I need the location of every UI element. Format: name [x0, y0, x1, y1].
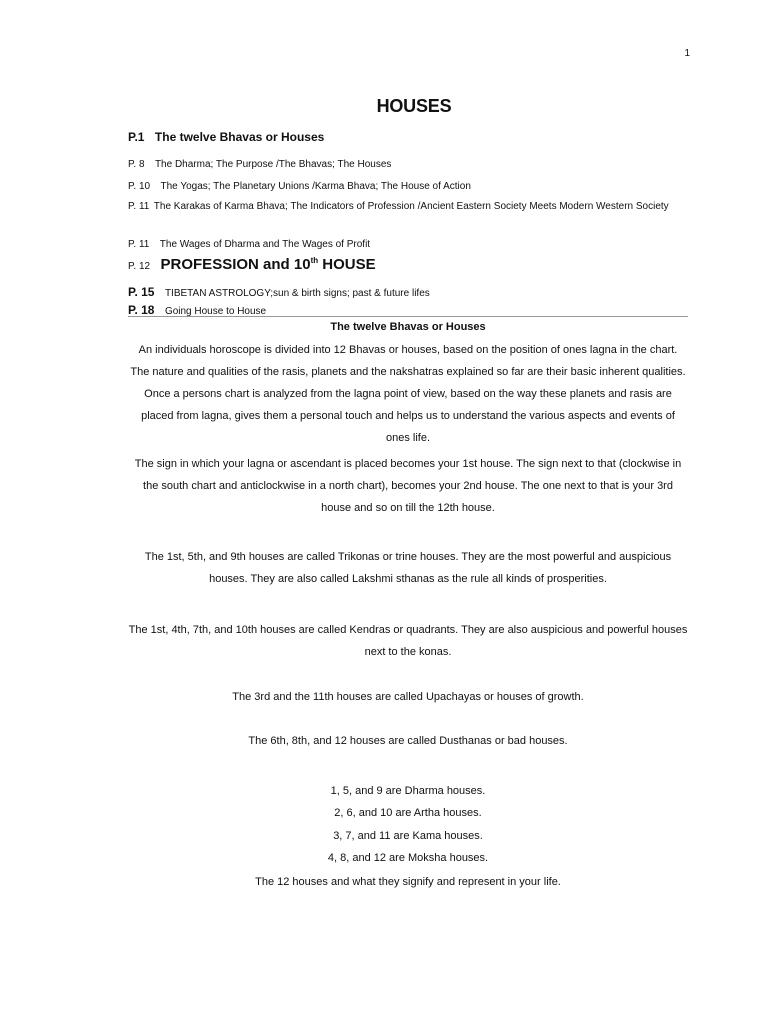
toc-entry[interactable]: [128, 234, 370, 252]
paragraph-1: An individuals horoscope is divided into 12 Bhavas or houses, based on the position of ones lagna in the chart. The nature and qualities of the rasis, planets and the nakshatras explained so far are their basic inherent qualities. Once a persons chart is analyzed from the lagna point of view, based on the way these planets and rasis are placed from lagna, gives them a personal touch and helps us to understand the various aspects and events of ones life.: [130, 344, 686, 444]
toc-page: P.1: [128, 130, 145, 144]
toc-page: P. 11: [128, 239, 150, 250]
toc-text: The Karakas of Karma Bhava; The Indicators of Profession /Ancient Eastern Society Meets Modern Western Society: [153, 201, 669, 212]
toc-entry[interactable]: [128, 128, 324, 146]
paragraph-6: The 6th, 8th, and 12 houses are called Dusthanas or bad houses.: [248, 735, 568, 747]
toc-text: The Yogas; The Planetary Unions /Karma Bhava; The House of Action: [160, 181, 471, 192]
paragraph-3: The 1st, 5th, and 9th houses are called Trikonas or trine houses. They are the most powerful and auspicious houses. They are also called Lakshmi sthanas as the rule all kinds of prosperities.: [144, 551, 672, 585]
toc-page: P. 18: [128, 303, 155, 317]
list-item: 1, 5, and 9 are Dharma houses.: [330, 785, 486, 797]
toc-page: P. 11: [128, 201, 150, 212]
list-item: 3, 7, and 11 are Kama houses.: [333, 830, 483, 842]
paragraph-4: The 1st, 4th, 7th, and 10th houses are called Kendras or quadrants. They are also auspicious and powerful houses next to the konas.: [128, 624, 688, 658]
paragraph-2: The sign in which your lagna or ascendant is placed becomes your 1st house. The sign next to that (clockwise in the south chart and anticlockwise in a north chart), becomes your 2nd house. The one next to that is your 3rd house and so on till the 12th house.: [134, 458, 682, 514]
toc-text: PROFESSION and 10th HOUSE: [160, 256, 376, 273]
list-item: 2, 6, and 10 are Artha houses.: [334, 807, 482, 819]
section-divider: [128, 316, 688, 317]
toc-page: P. 8: [128, 159, 145, 170]
toc-entry[interactable]: [128, 256, 376, 274]
toc-text: The twelve Bhavas or Houses: [154, 130, 325, 144]
section-heading: The twelve Bhavas or Houses: [330, 321, 486, 333]
toc-entry[interactable]: [128, 154, 391, 172]
page-number: 1: [684, 48, 690, 59]
toc-page: P. 10: [128, 181, 151, 192]
list-item: The 12 houses and what they signify and represent in your life.: [255, 876, 561, 888]
toc-text: Going House to House: [164, 306, 267, 317]
toc-entry[interactable]: [128, 283, 430, 301]
paragraph-5: The 3rd and the 11th houses are called Upachayas or houses of growth.: [232, 691, 584, 703]
toc-page: P. 12: [128, 261, 151, 272]
toc-entry[interactable]: [128, 199, 673, 213]
toc-text: TIBETAN ASTROLOGY;sun & birth signs; past & future lifes: [164, 288, 430, 299]
toc-entry[interactable]: [128, 176, 471, 194]
list-item: 4, 8, and 12 are Moksha houses.: [327, 852, 489, 864]
toc-text: The Wages of Dharma and The Wages of Profit: [159, 239, 371, 250]
page-title: HOUSES: [376, 96, 452, 116]
toc-text: The Dharma; The Purpose /The Bhavas; The Houses: [154, 159, 392, 170]
toc-page: P. 15: [128, 285, 155, 299]
